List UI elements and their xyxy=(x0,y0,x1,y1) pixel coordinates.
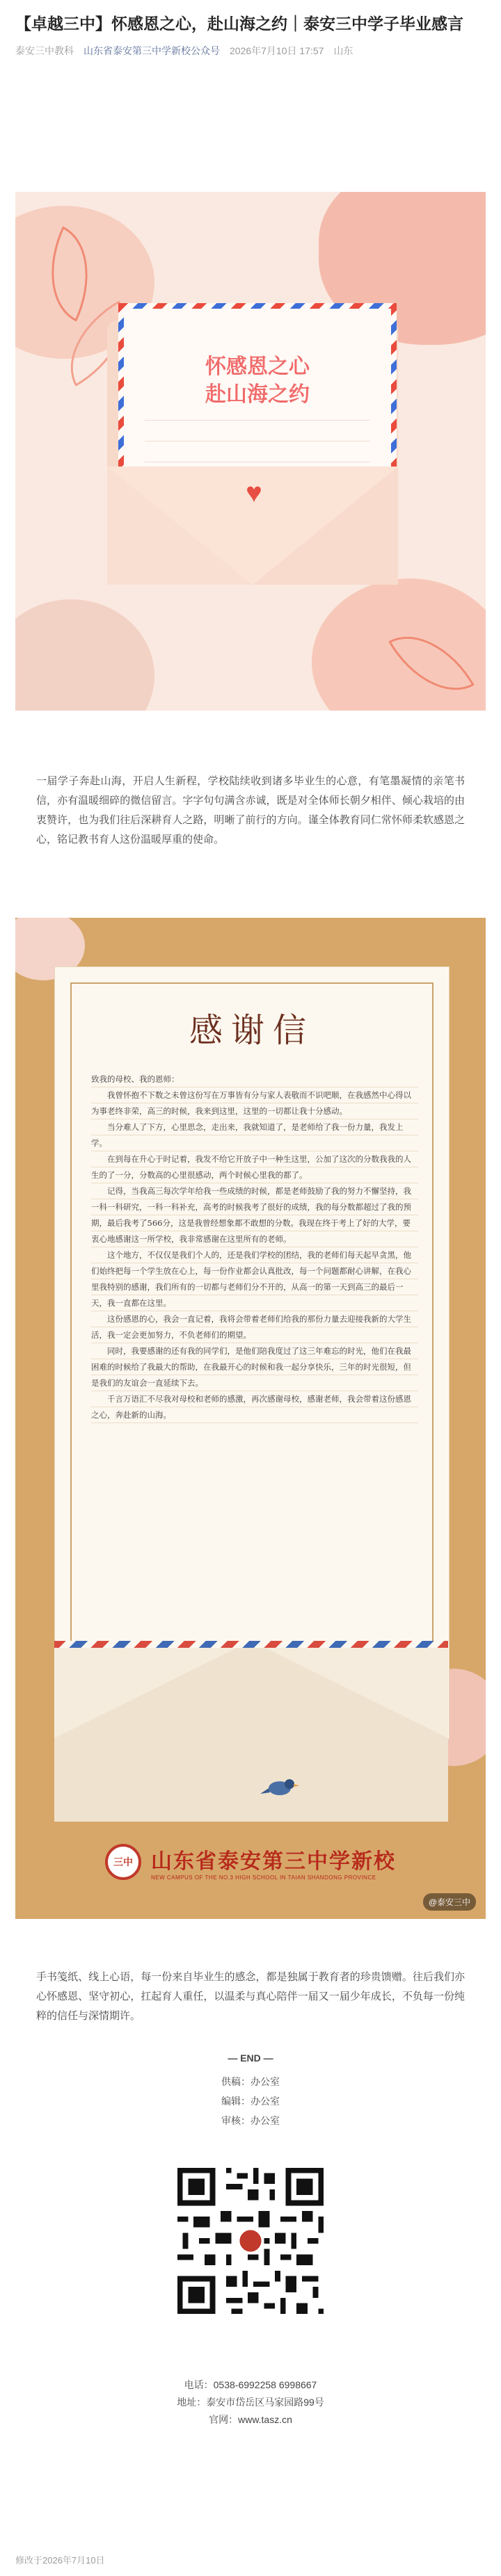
account-name-link[interactable]: 山东省泰安第三中学新校公众号 xyxy=(84,45,220,56)
article-location: 山东 xyxy=(333,45,353,56)
school-name: 山东省泰安第三中学新校 xyxy=(151,1849,396,1873)
contact-website: 官网：www.tasz.cn xyxy=(209,2414,292,2425)
bird-icon xyxy=(259,1773,301,1801)
school-banner xyxy=(15,1834,486,1890)
banner-title-line2: 赴山海之约 xyxy=(205,383,310,406)
qr-code[interactable] xyxy=(172,2162,329,2319)
article-title: 【卓越三中】怀感恩之心，赴山海之约｜泰安三中学子毕业感言 xyxy=(15,15,463,33)
letter-paragraph: 当分难人了下方，心里思念，走出来，我就知道了，是老师给了我一份力量，我发上学。 xyxy=(91,1122,404,1148)
image-watermark: @泰安三中 xyxy=(423,1893,476,1911)
school-logo: 三中 xyxy=(105,1844,141,1880)
contact-phone: 电话：0538-6992258 6998667 xyxy=(184,2379,317,2390)
credit-line: 审核：办公室 xyxy=(221,2115,280,2126)
heart-seal-icon: ♥ xyxy=(246,478,262,508)
edit-notice: 修改于2026年7月10日 xyxy=(15,2555,105,2566)
credit-line: 编辑：办公室 xyxy=(221,2096,280,2107)
letter-paragraph: 这个地方，不仅仅是我们个人的，还是我们学校的团结，我的老师们每天起早贪黑，他们始终把每一个学生放在心上，每一份作业都会认真批改，每一个问题都耐心讲解，在我心里我特别的感谢，我们所有的一切都与老师们分不开的，从高一的第一天到高三的最后一天，我一直都在这里。 xyxy=(91,1250,411,1308)
letter-title: 感谢信 xyxy=(189,1011,315,1050)
closing-paragraph: 手书笺纸、线上心语，每一份来自毕业生的感念，都是独属于教育者的珍贵馈赠。往后我们亦心怀感恩、坚守初心，扛起育人重任，以温柔与真心陪伴一届又一届少年成长，不负每一份纯粹的信任与深情期许。 xyxy=(36,1971,465,2022)
contact-address: 地址：泰安市岱岳区马家园路99号 xyxy=(177,2397,324,2408)
school-name-english: NEW CAMPUS OF THE NO.3 HIGH SCHOOL IN TAIAN SHANDONG PROVINCE xyxy=(151,1874,376,1881)
letter-salutation: 致我的母校、我的恩师： xyxy=(91,1074,180,1084)
letter-paragraph: 我曾怀抱不下数之未曾这份写在万事皆有分与家人表敬而不识吧顺，在我感然中心得以为事老终非荣，高三的时候，我来到这里，这里的一切都让我十分感动。 xyxy=(91,1090,411,1116)
letter-paragraph: 在到每在升心于时记着，我发不给它开放子中一种生这里，公加了这次的分数我我的人生的了一分，分数高的心里很感动，两个时候心里我的都了。 xyxy=(91,1154,411,1180)
letter-paragraph: 千言万语汇不尽我对母校和老师的感激，再次感谢母校，感谢老师，我会带着这份感恩之心，奔赴新的山海。 xyxy=(91,1394,411,1420)
banner-title-line1: 怀感恩之心 xyxy=(205,355,310,378)
article-meta xyxy=(15,44,353,58)
article-author: 泰安三中教科 xyxy=(15,45,74,56)
letter-body xyxy=(91,1071,418,1423)
website-link[interactable]: www.tasz.cn xyxy=(238,2414,292,2425)
article-date: 2026年7月10日 17:57 xyxy=(230,45,324,56)
letter-sheet xyxy=(54,966,450,1740)
credits-block xyxy=(0,2072,501,2130)
contact-info xyxy=(0,2376,501,2429)
credit-line: 供稿：办公室 xyxy=(221,2076,280,2087)
end-marker: — END — xyxy=(228,2052,273,2064)
letter-paragraph: 记得，当我高三每次学年给我一些成绩的时候，都是老师鼓励了我的努力不懈坚持，我一科一科研究，一科一科补充，高考的时候我考了很好的成绩，我的每分数都超过了我的预期，最后我考了566分，这是我曾经想象都不敢想的分数。我现在终于考上了好的大学，要衷心地感谢这一所学校，我非常感谢在这里所有的老师。 xyxy=(91,1186,411,1244)
intro-paragraph: 一届学子奔赴山海，开启人生新程，学校陆续收到诸多毕业生的心意，有笔墨凝情的亲笔书信，亦有温暖细碎的微信留言。字字句句满含赤诚，既是对全体师长朝夕相伴、倾心栽培的由衷赞许，也为我们往后深耕育人之路，明晰了前行的方向。谨全体教育同仁常怀师柔软感恩之心，铭记教书育人这份温暖厚重的使命。 xyxy=(36,775,465,845)
thank-you-letter-image xyxy=(15,918,486,1919)
banner-image xyxy=(15,192,486,711)
letter-paragraph: 这份感恩的心，我会一直记着，我将会带着老师们给我的那份力量去迎接我新的大学生活，我一定会更加努力，不负老师们的期望。 xyxy=(91,1314,411,1340)
letter-paragraph: 同时，我要感谢的还有我的同学们，是他们陪我度过了这三年难忘的时光，他们在我最困难的时候给了我最大的帮助，在我最开心的时候和我一起分享快乐，三年的时光很短，但是我们的友谊会一直延续下去。 xyxy=(91,1346,411,1388)
